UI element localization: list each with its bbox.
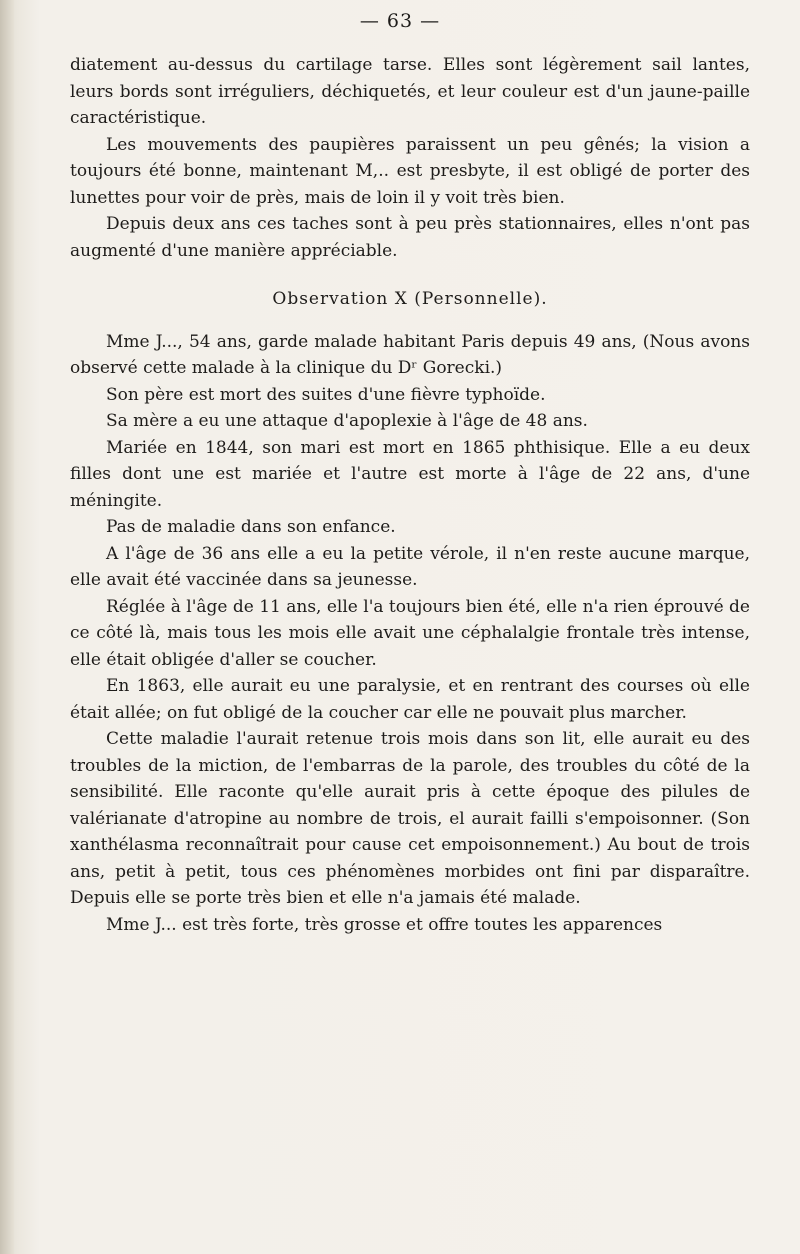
paragraph: Sa mère a eu une attaque d'apoplexie à l'âge de 48 ans.: [106, 411, 588, 431]
book-spine-shadow: [0, 0, 14, 1254]
paragraph: Les mouvements des paupières paraissent un peu gênés; la vision a toujours été bonne, maintenant M,.. est presbyte, il est obligé de porter des lunettes pour voir de près, mais de loin il y voit très bien.: [70, 134, 750, 208]
paragraph: diatement au-dessus du cartilage tarse. Elles sont légèrement sail lantes, leurs bords sont irréguliers, déchiquetés, et leur couleur est d'un jaune-paille caractéristique.: [70, 55, 750, 128]
paragraph: A l'âge de 36 ans elle a eu la petite vérole, il n'en reste aucune marque, elle avait été vaccinée dans sa jeunesse.: [70, 543, 750, 590]
paragraph: Réglée à l'âge de 11 ans, elle l'a toujours bien été, elle n'a rien éprouvé de ce côté là, mais tous les mois elle avait une céphalalgie frontale très intense, elle était obligée d'aller se coucher.: [70, 596, 750, 670]
paragraph: Depuis deux ans ces taches sont à peu près stationnaires, elles n'ont pas augmenté d'une manière appréciable.: [70, 214, 750, 261]
paragraph: En 1863, elle aurait eu une paralysie, et en rentrant des courses où elle était allée; on fut obligé de la coucher car elle ne pouvait plus marcher.: [70, 676, 750, 723]
paragraph: Son père est mort des suites d'une fièvre typhoïde.: [106, 384, 546, 405]
body-text: [70, 52, 750, 938]
paragraph: Mme J..., 54 ans, garde malade habitant Paris depuis 49 ans, (Nous avons observé cette malade à la clinique du Dʳ Gorecki.): [70, 331, 750, 378]
page-number: — 63 —: [359, 10, 441, 32]
paragraph: Cette maladie l'aurait retenue trois mois dans son lit, elle aurait eu des troubles de la miction, de l'embarras de la parole, des troubles du côté de la sensibilité. Elle raconte qu'elle aurait pris à cette époque des pilules de valérianate d'atropine au nombre de trois, el aurait failli s'empoisonner. (Son xanthélasma reconnaîtrait pour cause cet empoisonnement.) Au bout de trois ans, petit à petit, tous ces phénomènes morbides ont fini par disparaître. Depuis elle se porte très bien et elle n'a jamais été malade.: [70, 729, 750, 908]
paragraph: Mariée en 1844, son mari est mort en 1865 phthisique. Elle a eu deux filles dont une est mariée et l'autre est morte à l'âge de 22 ans, d'une méningite.: [70, 437, 750, 511]
section-heading: Observation X (Personnelle).: [272, 289, 548, 309]
paragraph: Mme J... est très forte, très grosse et offre toutes les apparences: [106, 914, 663, 935]
paragraph: Pas de maladie dans son enfance.: [106, 517, 396, 537]
